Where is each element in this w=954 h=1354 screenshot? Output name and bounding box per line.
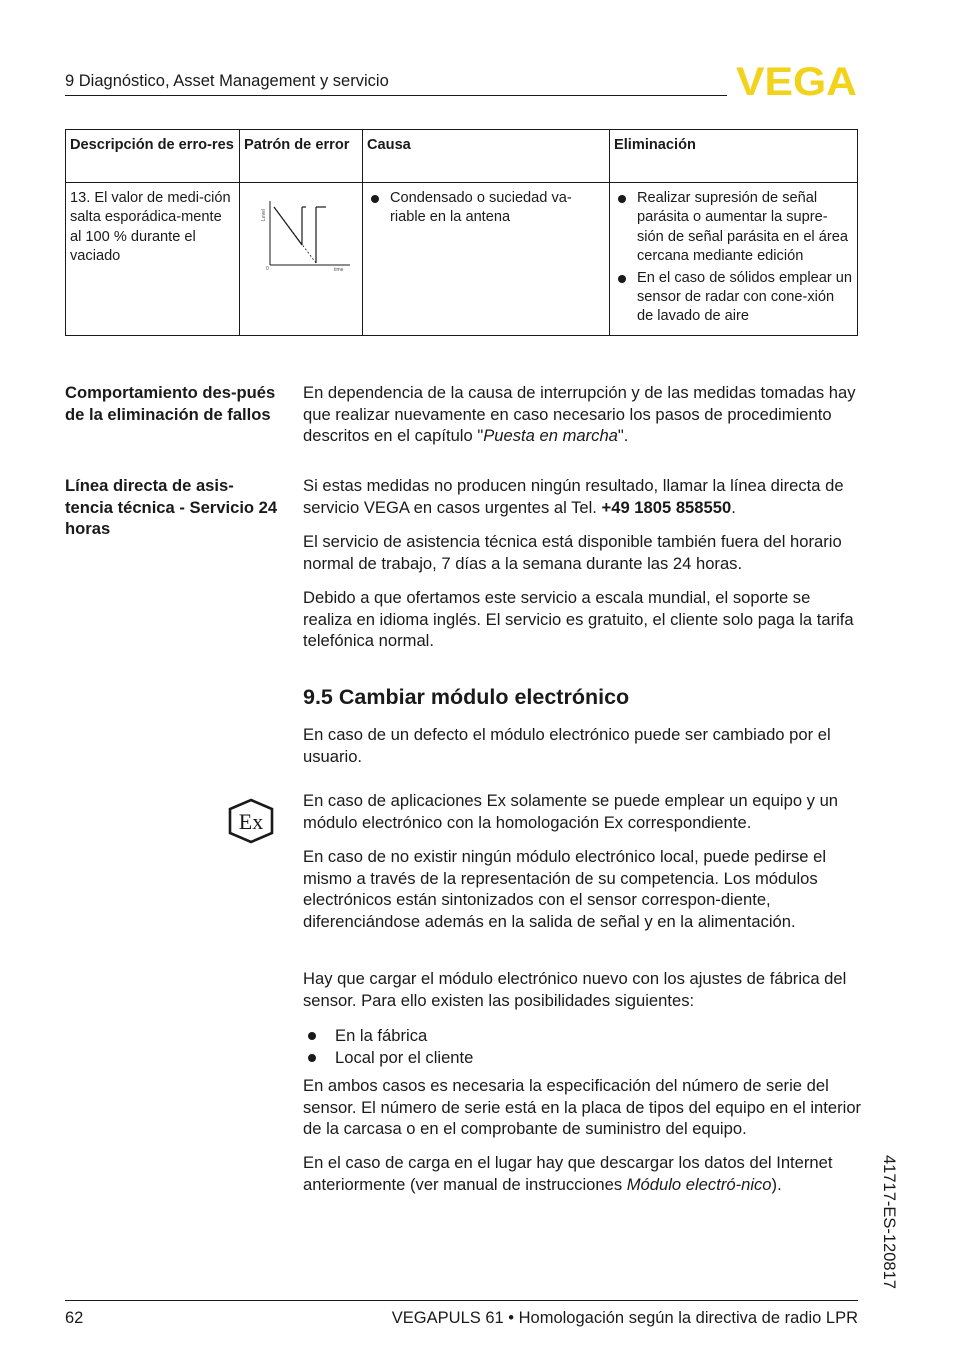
footer-title: VEGAPULS 61 • Homologación según la directiva de radio LPR (391, 1309, 858, 1327)
vega-logo (736, 64, 858, 98)
bullet-icon (308, 1054, 316, 1062)
section-paragraph: En caso de un defecto el módulo electrónico puede ser cambiado por el usuario. (303, 725, 831, 766)
table-row (66, 183, 858, 336)
error-description-cell: 13. El valor de medi-ción salta esporádica-mente al 100 % durante el vaciado (66, 183, 240, 336)
section-paragraph: En caso de aplicaciones Ex solamente se puede emplear un equipo y un módulo electrónico con la homologación Ex correspondiente. (303, 791, 839, 832)
section-paragraph: Hay que cargar el módulo electrónico nuevo con los ajustes de fábrica del sensor. Para ello existen las posibilidades siguientes: (303, 969, 847, 1010)
remedy-cell (610, 183, 858, 336)
remedy-item: Realizar supresión de señal parásita o aumentar la supre-sión de señal parásita en el área cercana mediante edición (614, 189, 853, 267)
ex-hazard-icon (227, 798, 275, 844)
hotline-heading: Línea directa de asis-tencia técnica - Servicio 24 horas (65, 476, 278, 539)
col-header-cause: Causa (363, 130, 610, 183)
hotline-text-3: Debido a que ofertamos este servicio a escala mundial, el soporte se realiza en idioma inglés. El servicio es gratuito, el cliente solo paga la tarifa telefónica normal. (303, 588, 854, 651)
error-pattern-cell (240, 183, 363, 336)
svg-text:Level: Level (261, 209, 267, 221)
table-header-row (66, 130, 858, 183)
col-header-remedy: Eliminación (610, 130, 858, 183)
document-id: 41717-ES-120817 (880, 1155, 898, 1289)
list-item: En la fábrica (303, 1025, 703, 1047)
behavior-text: En dependencia de la causa de interrupción y de las medidas tomadas hay que realizar nuevamente en caso necesario los pasos de procedimiento descritos en el capítulo "Puesta en marcha". (303, 383, 856, 446)
remedy-item: En el caso de sólidos emplear un sensor de radar con cone-xión de lavado de aire (614, 269, 853, 327)
svg-text:0: 0 (266, 266, 269, 272)
header-rule (65, 95, 727, 96)
behavior-heading: Comportamiento des-pués de la eliminación de fallos (65, 383, 276, 424)
bullet-icon (308, 1032, 316, 1040)
svg-text:VEGA: VEGA (736, 64, 857, 98)
cause-cell (363, 183, 610, 336)
hotline-text-1: Si estas medidas no producen ningún resultado, llamar la línea directa de servicio VEGA en casos urgentes al Tel. +49 1805 858550. (303, 476, 844, 517)
section-paragraph: En caso de no existir ningún módulo electrónico local, puede pedirse el mismo a través de la representación de su competencia. Los módulos electrónicos están sintonizados con el sensor correspon-diente, diferenciándose además en la salida de señal y en la alimentación. (303, 847, 827, 932)
col-header-description: Descripción de erro-res (66, 130, 240, 183)
section-paragraph: En el caso de carga en el lugar hay que descargar los datos del Internet anteriormente (ver manual de instrucciones Módulo electró-nico). (303, 1153, 833, 1194)
page-number: 62 (65, 1309, 84, 1327)
error-table (65, 129, 858, 336)
cause-item: Condensado o suciedad va-riable en la antena (367, 189, 605, 228)
chapter-header: 9 Diagnóstico, Asset Management y servicio (65, 72, 389, 90)
col-header-pattern: Patrón de error (240, 130, 363, 183)
hotline-text-2: El servicio de asistencia técnica está disponible también fuera del horario normal de trabajo, 7 días a la semana durante las 24 horas. (303, 532, 842, 573)
footer-rule (65, 1300, 858, 1301)
list-item: Local por el cliente (303, 1047, 703, 1069)
section-paragraph: En ambos casos es necesaria la especificación del número de serie del sensor. El número de serie está en la placa de tipos del equipo en el interior de la carcasa o en el comprobante de suministro del equipo. (303, 1076, 862, 1139)
hotline-phone: +49 1805 858550 (601, 497, 732, 517)
svg-text:time: time (334, 267, 344, 273)
svg-text:Ex: Ex (238, 809, 264, 834)
section-title: 9.5 Cambiar módulo electrónico (303, 685, 630, 709)
level-jump-graph-icon (244, 189, 354, 279)
